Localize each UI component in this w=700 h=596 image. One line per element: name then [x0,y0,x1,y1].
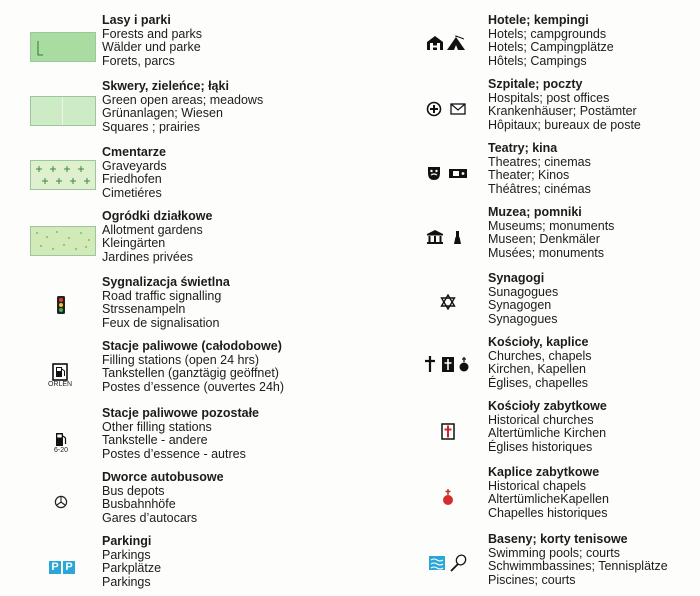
entry-line-de: Museen; Denkmäler [488,232,600,247]
entry-line-fr: Hôpitaux; bureaux de poste [488,117,641,132]
entry-line-de: Kirchen, Kapellen [488,362,586,377]
traffic-light-icon [50,294,72,316]
entry-line-de: Wälder und parke [102,40,201,55]
entry-line-fr: Chapelles historiques [488,505,608,520]
entry-line-fr: Théâtres; cinémas [488,181,591,196]
entry-line-de: Busbahnhöfe [102,497,176,512]
cemetery-swatch [30,160,96,190]
entry-title: Muzea; pomniki [488,205,582,219]
entry-title: Ogródki działkowe [102,209,213,223]
entry-line-de: Friedhofen [102,172,162,187]
entry-line-de: AltertümlicheKapellen [488,492,609,507]
entry-line-fr: Parkings [102,574,151,589]
parking-sign-icon: P [63,561,75,574]
entry-title: Lasy i parki [102,13,171,27]
entry-title: Baseny; korty tenisowe [488,532,628,546]
entry-line-en: Parkings [102,547,151,562]
entry-line-fr: Forets, parcs [102,53,175,68]
fuel-pump-icon [46,429,76,457]
entry-line-en: Historical churches [488,412,594,427]
entry-line-fr: Églises, chapelles [488,375,589,390]
entry-line-en: Historical chapels [488,478,586,493]
entry-line-de: Schwimmbassines; Tennisplätze [488,559,668,574]
entry-line-de: Tankstelle - andere [102,433,208,448]
entry-title: Stacje paliwowe (całodobowe) [102,339,282,353]
entry-line-de: Tankstellen (ganztägig geöffnet) [102,366,279,381]
entry-title: Szpitale; poczty [488,77,583,91]
entry-line-en: Sunagogues [488,284,559,299]
entry-line-fr: Églises historiques [488,439,593,454]
entry-title: Parkingi [102,534,152,548]
green-area-swatch [30,96,96,126]
historic-church-icon [438,420,458,442]
entry-line-en: Allotment gardens [102,222,203,237]
entry-line-de: Parkplätze [102,561,162,576]
synagogue-icon [438,292,458,312]
entry-line-de: Kleingärten [102,236,166,251]
station-brand-label: ORLEN [47,381,73,388]
entry-line-en: Hospitals; post offices [488,90,610,105]
entry-line-en: Hotels; campgrounds [488,26,607,41]
entry-title: Kościoły zabytkowe [488,399,607,413]
entry-line-de: Altertümliche Kirchen [488,426,607,441]
entry-line-de: Synagogen [488,298,552,313]
church-chapel-icon [422,354,474,374]
entry-line-fr: Gares d’autocars [102,510,198,525]
entry-line-fr: Piscines; courts [488,572,576,587]
hotel-camping-icon [424,34,474,52]
entry-line-fr: Postes d’essence (ouvertes 24h) [102,379,285,394]
entry-line-en: Theatres; cinemas [488,154,591,169]
entry-line-fr: Feux de signalisation [102,315,220,330]
opening-hours-label: 6-20 [53,446,68,454]
entry-line-fr: Postes d’essence - autres [102,446,246,461]
entry-line-fr: Cimetiéres [102,185,162,200]
entry-line-en: Other filling stations [102,419,212,434]
entry-line-en: Road traffic signalling [102,288,222,303]
fuel-station-24h-icon [42,360,78,392]
theatre-cinema-icon [424,164,472,182]
entry-line-en: Churches, chapels [488,348,592,363]
parking-sign-icon: P [49,561,61,574]
entry-title: Stacje paliwowe pozostałe [102,406,259,420]
entry-line-fr: Musées; monuments [488,245,605,260]
entry-title: Hotele; kempingi [488,13,589,27]
entry-line-fr: Hôtels; Campings [488,53,587,68]
entry-title: Skwery, zieleńce; łąki [102,79,229,93]
historic-chapel-icon [438,486,458,508]
entry-title: Kaplice zabytkowe [488,465,600,479]
entry-line-en: Filling stations (open 24 hrs) [102,352,260,367]
entry-line-en: Forests and parks [102,26,203,41]
hospital-post-icon [424,100,472,118]
parking-icon [44,559,80,575]
entry-line-en: Green open areas; meadows [102,92,264,107]
entry-line-de: Theater; Kinos [488,168,570,183]
entry-line-de: Grünanlagen; Wiesen [102,106,223,121]
bus-depot-icon [50,491,72,513]
entry-title: Kościoły, kaplice [488,335,589,349]
entry-line-de: Hotels; Campingplätze [488,40,614,55]
entry-line-en: Graveyards [102,158,167,173]
entry-line-de: Strssenampeln [102,302,186,317]
entry-title: Cmentarze [102,145,166,159]
entry-line-en: Museums; monuments [488,218,615,233]
forest-swatch [30,32,96,62]
entry-line-en: Bus depots [102,483,165,498]
allotment-swatch [30,226,96,256]
entry-title: Dworce autobusowe [102,470,224,484]
entry-title: Teatry; kina [488,141,558,155]
entry-line-fr: Synagogues [488,311,558,326]
museum-monument-icon [424,228,472,246]
entry-title: Sygnalizacja świetlna [102,275,230,289]
entry-line-de: Krankenhäuser; Postämter [488,104,637,119]
entry-line-en: Swimming pools; courts [488,545,620,560]
entry-title: Synagogi [488,271,545,285]
entry-line-fr: Jardines privées [102,249,194,264]
entry-line-fr: Squares ; prairies [102,119,200,134]
pool-tennis-icon [426,553,470,573]
